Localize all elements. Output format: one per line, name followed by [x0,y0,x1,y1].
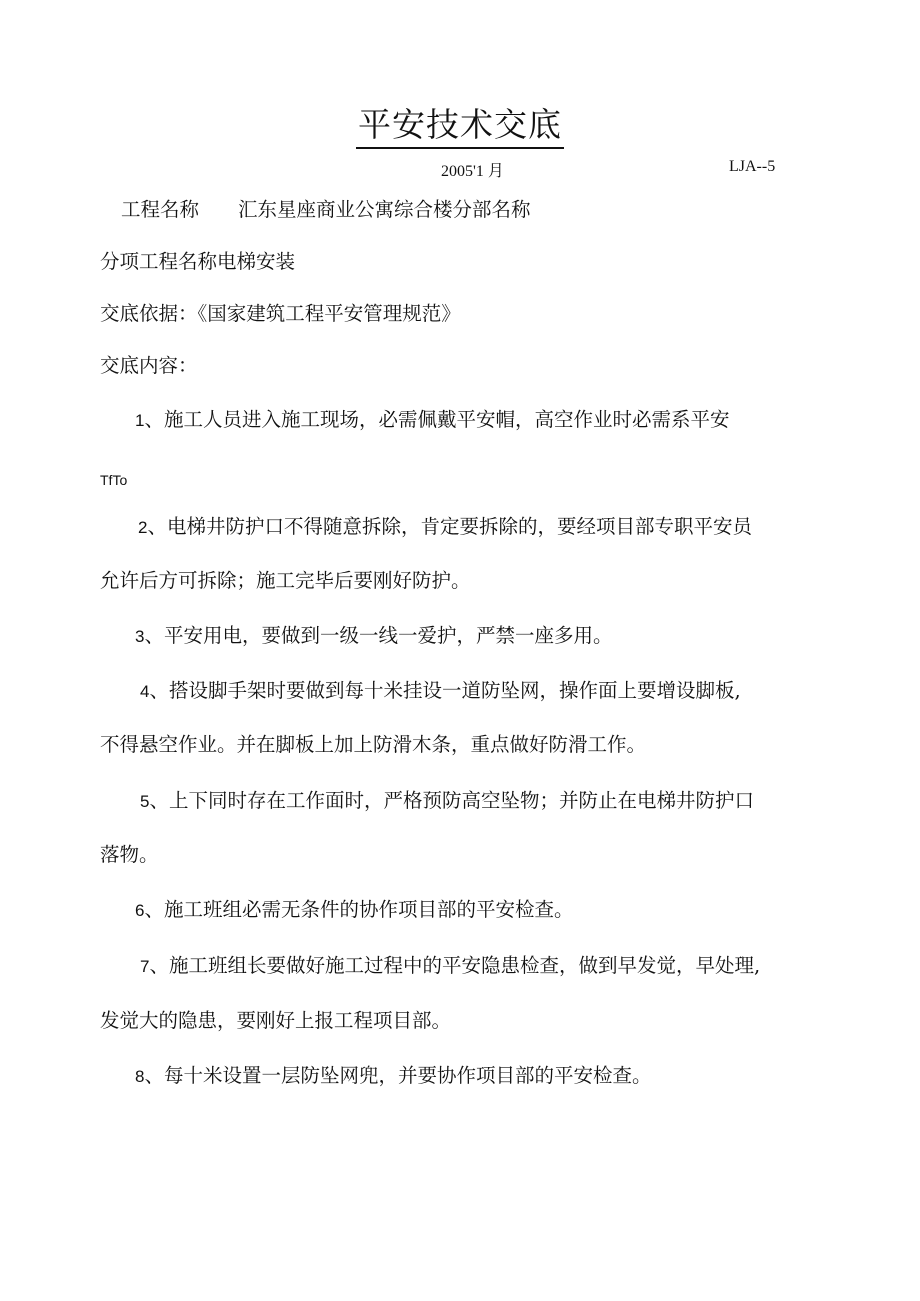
item-text: 、施工班组长要做好施工过程中的平安隐患检查，做到早发觉，早处理, [149,954,761,977]
item-text: 、电梯井防护口不得随意拆除，肯定要拆除的，要经项目部专职平安员 [147,515,752,538]
item-number: 7 [140,957,150,976]
project-name-value: 汇东星座商业公寓综合楼分部名称 [238,198,531,221]
item-number: 1 [135,411,145,430]
document-code: LJA--5 [729,158,776,175]
subitem-name: 分项工程名称电梯安装 [100,250,296,273]
list-item [140,679,741,704]
item-text: 、施工班组必需无条件的协作项目部的平安检查。 [144,898,574,921]
item-number: 3 [135,627,145,646]
item-number: 8 [135,1067,145,1086]
document-date: 2005'1 月 [441,163,504,180]
item-number: 2 [138,518,148,537]
item-number: 5 [140,792,150,811]
item-text: 、平安用电，要做到一级一线一爱护，严禁一座多用。 [144,624,613,647]
item-text-continuation: 落物。 [100,843,159,866]
basis-line: 交底依据：《国家建筑工程平安管理规范》 [100,302,461,325]
item-text: 、每十米设置一层防坠网兜，并要协作项目部的平安检查。 [144,1064,652,1087]
item-text: 、上下同时存在工作面时，严格预防高空坠物；并防止在电梯井防护口 [149,789,754,812]
item-text-continuation: 发觉大的隐患，要刚好上报工程项目部。 [100,1009,452,1032]
stray-text: TfTo [100,472,128,488]
item-text: 、搭设脚手架时要做到每十米挂设一道防坠网，操作面上要增设脚板, [149,679,741,702]
content-label: 交底内容： [100,354,198,377]
item-text-continuation: 不得悬空作业。并在脚板上加上防滑木条，重点做好防滑工作。 [100,733,647,756]
list-item [138,515,752,540]
item-text-continuation: 允许后方可拆除；施工完毕后要刚好防护。 [100,569,471,592]
item-number: 4 [140,682,150,701]
item-number: 6 [135,901,145,920]
list-item [135,898,573,923]
document-title-text: 平安技术交底 [356,104,564,149]
list-item [135,408,729,433]
item-text: 、施工人员进入施工现场，必需佩戴平安帽，高空作业时必需系平安 [144,408,730,431]
list-item [140,954,760,979]
list-item [135,1064,651,1089]
list-item [140,789,754,814]
document-title [0,104,920,149]
project-name-label: 工程名称 [121,198,200,221]
list-item [135,624,612,649]
